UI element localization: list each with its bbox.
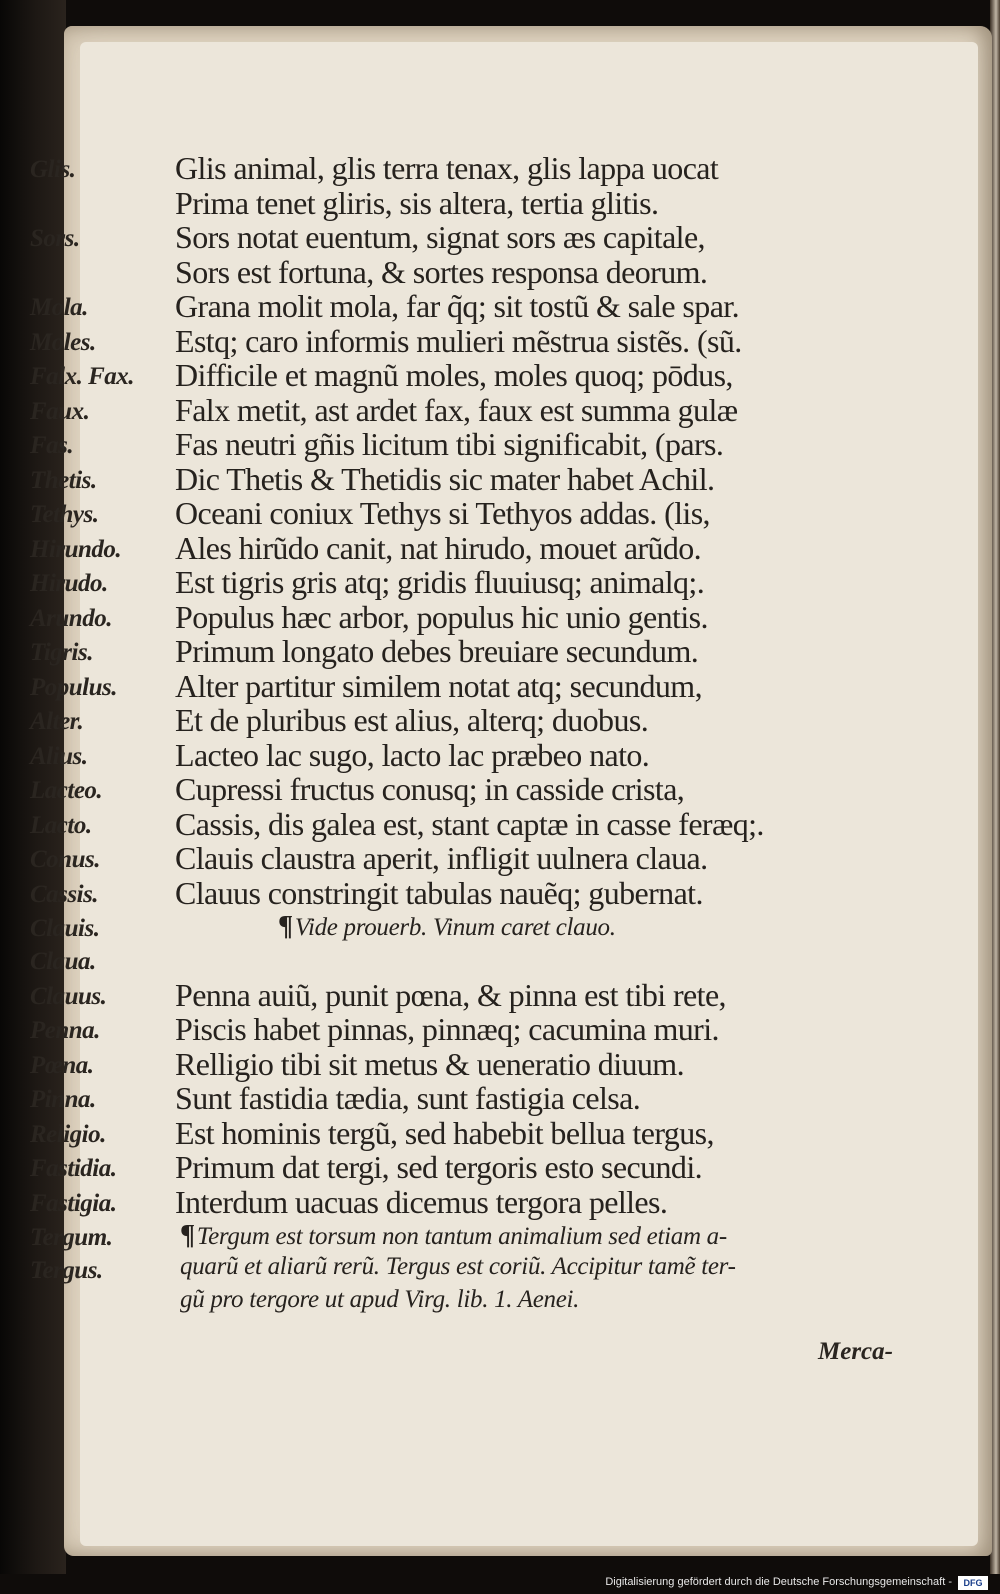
text-line	[30, 288, 920, 323]
text-line	[30, 185, 920, 220]
footer-credit: Digitalisierung gefördert durch die Deutsche Forschungsgemeinschaft -	[605, 1576, 952, 1588]
text-line	[30, 1284, 920, 1317]
text-line	[30, 875, 920, 910]
verse-line: Penna auiũ, punit pœna, & pinna est tibi rete,	[175, 976, 726, 1013]
verse-line: Dic Thetis & Thetidis sic mater habet Achil.	[175, 460, 715, 497]
annotation-text: Vide prouerb. Vinum caret clauo.	[294, 914, 616, 941]
verse-line: Primum dat tergi, sed tergoris esto secundi.	[175, 1149, 703, 1185]
verse-line: Piscis habet pinnas, pinnæq; cacumina muri.	[175, 1011, 719, 1047]
margin-keyword: Pœna.	[30, 1051, 94, 1079]
verse-line: Et de pluribus est alius, alterq; duobus.	[175, 702, 649, 738]
margin-keyword: Penna.	[30, 1017, 100, 1044]
verse-line: Primum longato debes breuiare secundum.	[175, 633, 699, 669]
verse-line: Populus hæc arbor, populus hic unio gentis.	[175, 598, 708, 635]
margin-keyword: Moles.	[30, 328, 96, 356]
margin-keyword: Pinna.	[30, 1086, 96, 1113]
margin-keyword: Clauus.	[30, 982, 107, 1010]
text-line	[30, 1080, 920, 1115]
verse-line: Difficile et magnũ moles, moles quoq; pōdus,	[175, 357, 733, 393]
footer	[0, 1574, 1000, 1594]
margin-keyword: Lacteo.	[30, 777, 103, 804]
text-line	[30, 1046, 920, 1081]
annotation-text: quarũ et aliarũ rerũ. Tergus est coriũ. Accipitur tamẽ ter-	[180, 1253, 736, 1280]
verse-line: Prima tenet gliris, sis altera, tertia glitis.	[175, 184, 659, 221]
text-line	[30, 942, 920, 977]
text-line	[30, 806, 920, 841]
text-line	[30, 668, 920, 703]
margin-keyword: Claua.	[30, 948, 96, 975]
margin-keyword: Thetis.	[30, 466, 97, 494]
verse-line: Interdum uacuas dicemus tergora pelles.	[175, 1183, 668, 1220]
dfg-logo: DFG	[958, 1576, 988, 1590]
verse-line: Sors notat euentum, signat sors æs capitale,	[175, 219, 705, 255]
verse-line: Est hominis tergũ, sed habebit bellua tergus,	[175, 1114, 714, 1151]
margin-keyword: Falx. Fax.	[30, 363, 135, 390]
verse-line: Cassis, dis galea est, stant captæ in casse feræq;.	[175, 805, 764, 842]
text-line	[30, 1218, 920, 1251]
text-line	[30, 702, 920, 737]
verse-line: Relligio tibi sit metus & ueneratio diuum.	[175, 1045, 684, 1082]
text-line	[30, 771, 920, 806]
margin-keyword: Religio.	[30, 1120, 106, 1148]
verse-line: Falx metit, ast ardet fax, faux est summa gulæ	[175, 391, 738, 428]
margin-keyword: Clauis.	[30, 915, 100, 942]
text-line	[30, 357, 920, 392]
text-line	[30, 426, 920, 461]
verse-line: Est tigris gris atq; gridis fluuiusq; animalq;.	[175, 564, 705, 600]
catchword: Merca-	[818, 1338, 893, 1365]
margin-keyword: Populus.	[30, 673, 118, 701]
text-line	[30, 1011, 920, 1046]
margin-keyword: Cassis.	[30, 880, 99, 908]
text-line	[30, 1184, 920, 1219]
margin-keyword: Tergum.	[30, 1224, 113, 1251]
annotation-note	[278, 911, 920, 943]
verse-line: Clauis claustra aperit, infligit uulnera claua.	[175, 840, 708, 876]
verse-line: Ales hirũdo canit, nat hirudo, mouet arũdo.	[175, 529, 702, 566]
margin-keyword: Hirundo.	[30, 535, 122, 563]
margin-keyword: Fastigia.	[30, 1189, 117, 1217]
verse-line: Grana molit mola, far q̃q; sit tostũ & sale spar.	[175, 288, 739, 324]
text-line	[30, 840, 920, 875]
pilcrow-icon: ¶	[278, 911, 293, 942]
annotation-note	[180, 1253, 920, 1281]
margin-keyword: Alius.	[30, 742, 88, 770]
text-line	[30, 150, 920, 185]
margin-keyword: Arundo.	[30, 604, 112, 632]
text-line	[30, 737, 920, 772]
annotation-note	[180, 1286, 920, 1314]
margin-keyword: Alter.	[30, 708, 84, 735]
annotation-text: gũ pro tergore ut apud Virg. lib. 1. Aenei.	[180, 1286, 580, 1313]
text-line	[30, 392, 920, 427]
margin-keyword: Glis.	[30, 156, 76, 183]
margin-keyword: Tethys.	[30, 501, 99, 528]
text-line	[30, 323, 920, 358]
margin-keyword: Hirudo.	[30, 570, 108, 597]
margin-keyword: Sors.	[30, 225, 80, 252]
text-line	[30, 1115, 920, 1150]
text-line	[30, 564, 920, 599]
verse-line: Estq; caro informis mulieri mẽstrua sistẽs. (sũ.	[175, 322, 742, 359]
text-line	[30, 599, 920, 634]
margin-keyword: Fastidia.	[30, 1155, 117, 1182]
text-line	[30, 1149, 920, 1184]
margin-keyword: Conus.	[30, 846, 100, 873]
text-line	[30, 633, 920, 668]
annotation-note	[180, 1220, 920, 1252]
text-line	[30, 495, 920, 530]
verse-line: Clauus constringit tabulas nauẽq; gubernat.	[175, 874, 703, 911]
verse-line: Oceani coniux Tethys si Tethyos addas. (lis,	[175, 495, 710, 531]
margin-keyword: Mola.	[30, 294, 88, 321]
text-line	[30, 254, 920, 289]
text-line	[30, 977, 920, 1012]
text-line	[30, 219, 920, 254]
annotation-text: Tergum est torsum non tantum animalium sed etiam a-	[196, 1223, 727, 1250]
margin-keyword: Lacto.	[30, 811, 92, 839]
text-line	[30, 1251, 920, 1284]
text-line	[30, 530, 920, 565]
text-block	[30, 150, 920, 1317]
text-line	[30, 461, 920, 496]
verse-line: Sors est fortuna, & sortes responsa deorum.	[175, 253, 708, 290]
margin-keyword: Tergus.	[30, 1257, 103, 1284]
margin-keyword: Tigris.	[30, 639, 93, 666]
margin-keyword: Fas.	[30, 432, 74, 459]
verse-line: Cupressi fructus conusq; in casside crista,	[175, 771, 685, 807]
pilcrow-icon: ¶	[180, 1220, 195, 1251]
verse-line: Sunt fastidia tædia, sunt fastigia celsa.	[175, 1080, 641, 1116]
verse-line: Lacteo lac sugo, lacto lac præbeo nato.	[175, 736, 650, 773]
verse-line: Alter partitur similem notat atq; secundum,	[175, 667, 702, 704]
verse-line: Glis animal, glis terra tenax, glis lappa uocat	[175, 150, 719, 186]
text-line	[30, 909, 920, 942]
verse-line: Fas neutri gñis licitum tibi significabit, (pars.	[175, 426, 724, 462]
margin-keyword: Faux.	[30, 397, 90, 425]
